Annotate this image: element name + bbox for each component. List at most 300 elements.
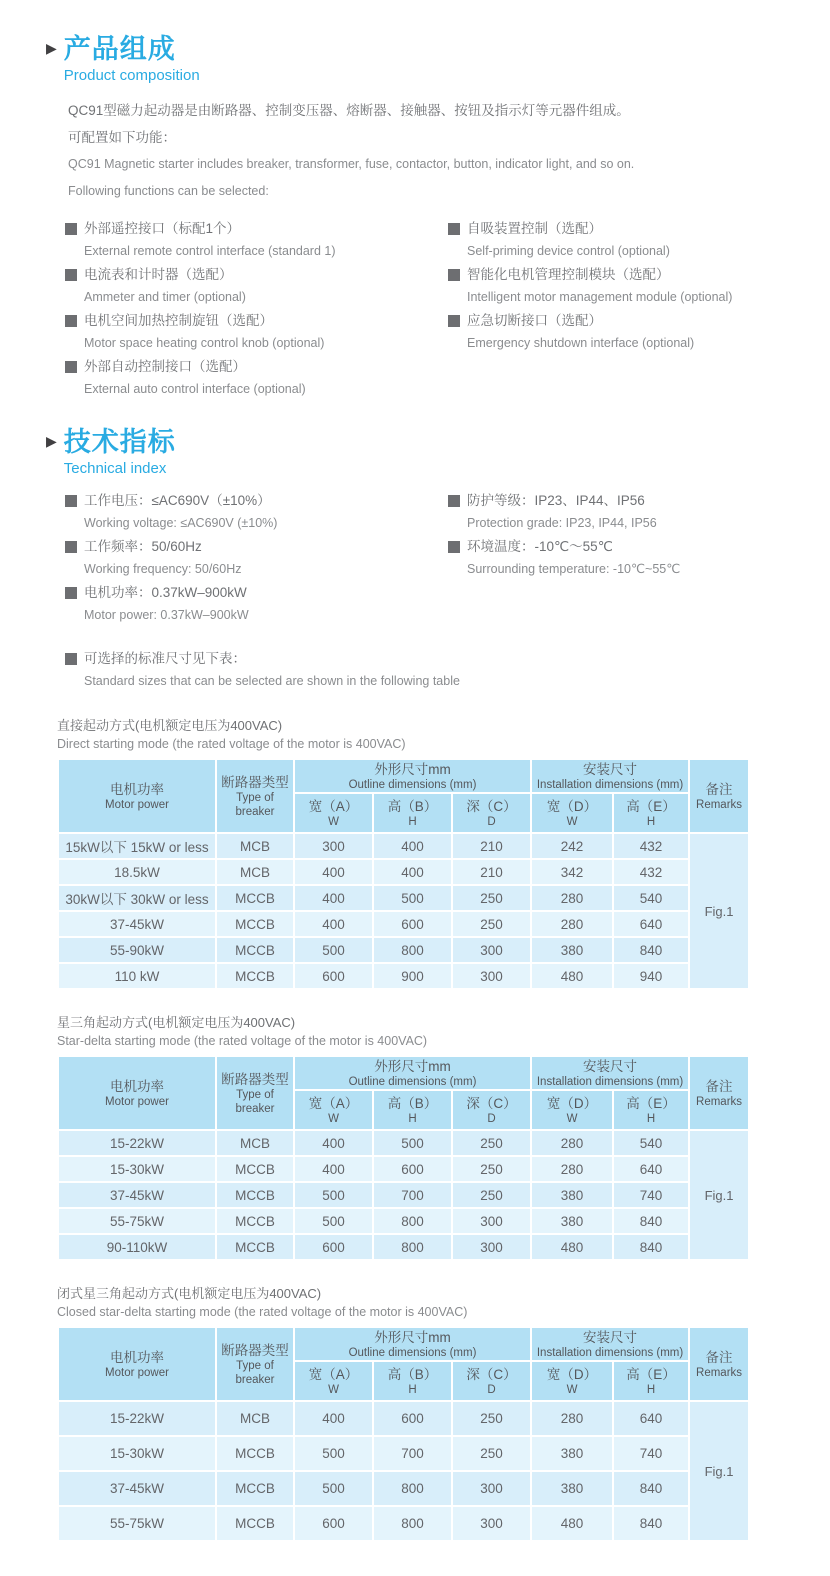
table-cell: 700 [373, 1436, 452, 1471]
bullet-square-icon [448, 315, 460, 327]
table-row [58, 1436, 749, 1471]
header-label-cn: 高（B） [387, 1095, 438, 1111]
table-cell: 15-22kW [58, 1130, 216, 1156]
list-item [65, 535, 448, 581]
table-cell: 37-45kW [58, 1471, 216, 1506]
table-cell: MCCB [216, 963, 294, 989]
list-item [448, 309, 788, 355]
spec-table [57, 1326, 750, 1542]
subcol-height-e [613, 1361, 689, 1401]
header-label-cn: 外形尺寸mm [374, 1329, 451, 1345]
header-row-groups [58, 1056, 749, 1090]
header-label-en: W [328, 815, 339, 828]
list-item-en: Working voltage: ≤AC690V (±10%) [84, 516, 278, 531]
header-label-en: Installation dimensions (mm) [536, 1346, 684, 1359]
table-cell: 432 [613, 833, 689, 859]
header-label-cn: 高（E） [626, 1366, 676, 1382]
list-item-cn-text: 环境温度：-10℃～55℃ [467, 539, 613, 555]
section-title-en: Product composition [63, 67, 200, 85]
table-cell: 380 [531, 1208, 613, 1234]
group-outline-dimensions [294, 1327, 531, 1361]
table-cell: 55-90kW [58, 937, 216, 963]
table-cell: 300 [452, 1506, 531, 1541]
table-cell: 300 [294, 833, 373, 859]
header-label-cn: 安装尺寸 [583, 1329, 638, 1345]
table-cell: 18.5kW [58, 859, 216, 885]
table-cell: MCCB [216, 1436, 294, 1471]
bullet-square-icon [65, 361, 77, 373]
list-item-cn [65, 217, 448, 240]
note-en: Standard sizes that can be selected are shown in the following table [84, 674, 460, 689]
header-label-en: Type of breaker [235, 1088, 275, 1115]
table-cell: 280 [531, 1401, 613, 1436]
spec-list-left [65, 489, 448, 627]
note-cn-text: 可选择的标准尺寸见下表： [84, 651, 246, 667]
table-title-cn: 直接起动方式(电机额定电压为400VAC) [57, 718, 283, 734]
col-motor-power [58, 759, 216, 833]
list-item-cn-text: 工作频率：50/60Hz [84, 539, 202, 555]
table-cell: 500 [294, 937, 373, 963]
list-item-cn [448, 217, 788, 240]
group-outline-dimensions [294, 1056, 531, 1090]
bullet-square-icon [448, 541, 460, 553]
header-label-cn: 备注 [705, 1349, 733, 1365]
subcol-height-b [373, 793, 452, 833]
header-label-cn: 电机功率 [110, 1078, 164, 1094]
table-cell: 400 [294, 1401, 373, 1436]
table-row [58, 1234, 749, 1260]
list-item-cn [448, 309, 788, 332]
list-item-cn [448, 263, 788, 286]
list-item-en: Emergency shutdown interface (optional) [467, 336, 695, 351]
spec-list-right [448, 489, 788, 627]
feature-list-left [65, 217, 448, 401]
subcol-width-d [531, 793, 613, 833]
table-cell: 540 [613, 1130, 689, 1156]
list-item-cn-text: 自吸装置控制（选配） [467, 221, 602, 237]
table-cell: 15kW以下 15kW or less [58, 833, 216, 859]
standard-sizes-note [65, 647, 830, 693]
table-cell: 400 [294, 885, 373, 911]
table-row [58, 833, 749, 859]
header-label-en: Motor power [105, 1095, 169, 1108]
list-item-cn-text: 应急切断接口（选配） [467, 313, 602, 329]
table-cell: MCCB [216, 1506, 294, 1541]
subcol-height-e [613, 793, 689, 833]
table-cell: 500 [294, 1208, 373, 1234]
header-label-cn: 高（B） [387, 1366, 438, 1382]
group-installation-dimensions [531, 759, 689, 793]
table-title-cn: 星三角起动方式(电机额定电压为400VAC) [57, 1015, 296, 1031]
table-cell: 480 [531, 1506, 613, 1541]
table-title-en: Closed star-delta starting mode (the rated voltage of the motor is 400VAC) [57, 1305, 468, 1320]
list-item-cn [65, 581, 448, 604]
table-row [58, 1182, 749, 1208]
table-cell: 242 [531, 833, 613, 859]
table-cell: 740 [613, 1182, 689, 1208]
table-cell: 840 [613, 1234, 689, 1260]
header-label-en: D [487, 1112, 496, 1125]
list-item [65, 489, 448, 535]
table-cell: 300 [452, 937, 531, 963]
table-cell: 400 [294, 1130, 373, 1156]
table-row [58, 1156, 749, 1182]
col-breaker-type [216, 1327, 294, 1401]
feature-list-right [448, 217, 788, 401]
table-cell: 500 [294, 1182, 373, 1208]
table-cell: 640 [613, 1156, 689, 1182]
table-row [58, 937, 749, 963]
header-label-cn: 宽（D） [546, 798, 598, 814]
list-item-en: Self-priming device control (optional) [467, 244, 670, 259]
col-remarks [689, 1056, 749, 1130]
header-label-en: Outline dimensions (mm) [348, 1075, 477, 1088]
header-label-en: W [328, 1112, 339, 1125]
header-label-en: W [566, 815, 578, 828]
subcol-width-a [294, 1361, 373, 1401]
section-marker-icon: ▶ [46, 433, 57, 450]
header-label-cn: 深（C） [466, 1095, 517, 1111]
col-remarks [689, 759, 749, 833]
table-cell: 280 [531, 885, 613, 911]
table-cell: 600 [373, 911, 452, 937]
table-cell: 342 [531, 859, 613, 885]
table-cell: MCCB [216, 1156, 294, 1182]
table-row [58, 1208, 749, 1234]
col-remarks [689, 1327, 749, 1401]
bullet-square-icon [65, 223, 77, 235]
header-label-en: H [408, 1383, 417, 1396]
section-marker-icon: ▶ [46, 40, 57, 56]
section-title-block [64, 34, 200, 84]
dimension-tables [0, 716, 830, 1542]
table-row [58, 1506, 749, 1541]
header-row-groups [58, 759, 749, 793]
table-cell: 15-22kW [58, 1401, 216, 1436]
list-item-en: Working frequency: 50/60Hz [84, 562, 242, 577]
header-label-cn: 宽（A） [308, 1095, 359, 1111]
table-cell: 55-75kW [58, 1208, 216, 1234]
table-cell: 210 [452, 859, 531, 885]
table-cell: 110 kW [58, 963, 216, 989]
spec-columns [0, 489, 830, 627]
list-item-en: External remote control interface (standard 1) [84, 244, 336, 259]
header-label-en: Motor power [105, 1366, 169, 1379]
table-row [58, 1471, 749, 1506]
table-cell: 600 [373, 1401, 452, 1436]
bullet-square-icon [448, 223, 460, 235]
header-label-en: H [646, 815, 656, 828]
list-item [65, 355, 448, 401]
table-cell: 800 [373, 1234, 452, 1260]
subcol-width-d [531, 1361, 613, 1401]
paragraph-en: QC91 Magnetic starter includes breaker, transformer, fuse, contactor, button, indicator light, and so on. [68, 157, 635, 172]
header-label-en: D [487, 815, 496, 828]
table-cell: 250 [452, 1436, 531, 1471]
table-cell: 840 [613, 1506, 689, 1541]
bullet-square-icon [65, 541, 77, 553]
list-item-en: Ammeter and timer (optional) [84, 290, 246, 305]
table-cell: MCB [216, 859, 294, 885]
table-cell: 540 [613, 885, 689, 911]
header-label-en: Installation dimensions (mm) [536, 778, 684, 791]
header-label-en: H [646, 1383, 656, 1396]
header-label-en: Outline dimensions (mm) [348, 1346, 477, 1359]
section-technical-index [0, 427, 830, 627]
bullet-square-icon [65, 269, 77, 281]
header-label-en: H [408, 815, 417, 828]
list-item [65, 581, 448, 627]
header-label-cn: 深（C） [466, 1366, 517, 1382]
table-cell: 380 [531, 937, 613, 963]
list-item [448, 263, 788, 309]
table-cell: 300 [452, 1208, 531, 1234]
table-row [58, 963, 749, 989]
header-label-cn: 宽（A） [308, 1366, 359, 1382]
feature-columns [0, 217, 830, 401]
list-item-cn-text: 电机空间加热控制旋钮（选配） [84, 313, 273, 329]
header-label-en: H [646, 1112, 656, 1125]
table-cell: 30kW以下 30kW or less [58, 885, 216, 911]
table-cell: 500 [294, 1471, 373, 1506]
bullet-square-icon [65, 653, 77, 665]
header-label-cn: 断路器类型 [221, 774, 289, 790]
section-title-cn: 技术指标 [63, 427, 176, 458]
subcol-width-a [294, 1090, 373, 1130]
table-cell: 400 [294, 911, 373, 937]
remark-cell: Fig.1 [689, 833, 749, 989]
table-cell: MCCB [216, 937, 294, 963]
table-block [57, 1013, 748, 1261]
table-cell: MCCB [216, 1471, 294, 1506]
subcol-width-d [531, 1090, 613, 1130]
group-outline-dimensions [294, 759, 531, 793]
table-cell: 432 [613, 859, 689, 885]
table-cell: MCB [216, 833, 294, 859]
table-cell: 640 [613, 911, 689, 937]
header-label-en: D [487, 1383, 496, 1396]
list-item [448, 489, 788, 535]
table-cell: 250 [452, 1130, 531, 1156]
header-label-cn: 断路器类型 [221, 1071, 289, 1087]
header-label-en: Remarks [696, 798, 743, 811]
header-label-cn: 高（E） [626, 798, 676, 814]
list-item-en: Protection grade: IP23, IP44, IP56 [467, 516, 657, 531]
table-cell: 37-45kW [58, 1182, 216, 1208]
header-label-cn: 备注 [705, 1078, 733, 1094]
col-breaker-type [216, 1056, 294, 1130]
list-item-cn-text: 智能化电机管理控制模块（选配） [467, 267, 670, 283]
table-cell: 90-110kW [58, 1234, 216, 1260]
table-cell: 380 [531, 1182, 613, 1208]
list-item-en: Surrounding temperature: -10℃~55℃ [467, 562, 681, 577]
table-cell: 480 [531, 963, 613, 989]
remark-cell: Fig.1 [689, 1401, 749, 1541]
header-label-cn: 安装尺寸 [583, 761, 638, 777]
list-item-cn-text: 电流表和计时器（选配） [84, 267, 233, 283]
table-cell: 940 [613, 963, 689, 989]
table-cell: 400 [373, 859, 452, 885]
header-label-cn: 外形尺寸mm [374, 761, 451, 777]
table-title-en: Direct starting mode (the rated voltage of the motor is 400VAC) [57, 737, 406, 752]
table-cell: 500 [373, 885, 452, 911]
header-label-en: W [328, 1383, 339, 1396]
header-label-cn: 备注 [705, 781, 733, 797]
header-label-en: Type of breaker [235, 1359, 275, 1386]
header-label-en: W [566, 1383, 578, 1396]
list-item-cn [65, 309, 448, 332]
subcol-depth-c [452, 793, 531, 833]
table-row [58, 1401, 749, 1436]
table-cell: MCCB [216, 1208, 294, 1234]
table-cell: 250 [452, 911, 531, 937]
table-cell: 800 [373, 1208, 452, 1234]
table-cell: 280 [531, 1130, 613, 1156]
paragraph-cn: 可配置如下功能： [68, 130, 176, 146]
table-cell: 55-75kW [58, 1506, 216, 1541]
table-cell: 600 [373, 1156, 452, 1182]
table-cell: 400 [294, 1156, 373, 1182]
list-item-en: External auto control interface (optional) [84, 382, 306, 397]
table-cell: 800 [373, 937, 452, 963]
subcol-height-b [373, 1090, 452, 1130]
subcol-height-b [373, 1361, 452, 1401]
table-cell: 300 [452, 1471, 531, 1506]
header-label-en: Remarks [696, 1095, 743, 1108]
header-label-cn: 高（E） [626, 1095, 676, 1111]
list-item-cn [65, 489, 448, 512]
header-label-cn: 断路器类型 [221, 1342, 289, 1358]
section-title-en: Technical index [63, 460, 167, 478]
list-item-cn [65, 355, 448, 378]
table-cell: 840 [613, 1208, 689, 1234]
section-header [46, 34, 830, 84]
list-item [448, 217, 788, 263]
table-cell: 640 [613, 1401, 689, 1436]
table-cell: MCCB [216, 1234, 294, 1260]
list-item-cn-text: 工作电压：≤AC690V（±10%） [84, 493, 271, 509]
bullet-square-icon [65, 315, 77, 327]
group-installation-dimensions [531, 1327, 689, 1361]
table-title-en: Star-delta starting mode (the rated voltage of the motor is 400VAC) [57, 1034, 428, 1049]
table-cell: 250 [452, 1156, 531, 1182]
table-cell: 600 [294, 1234, 373, 1260]
header-label-cn: 电机功率 [110, 1349, 164, 1365]
table-cell: 400 [373, 833, 452, 859]
header-row-groups [58, 1327, 749, 1361]
table-cell: 250 [452, 1182, 531, 1208]
table-cell: 480 [531, 1234, 613, 1260]
header-label-en: Outline dimensions (mm) [348, 778, 477, 791]
list-item-cn-text: 电机功率：0.37kW–900kW [84, 585, 247, 601]
header-label-cn: 宽（A） [308, 798, 359, 814]
section-title-cn: 产品组成 [63, 34, 176, 64]
table-cell: 300 [452, 963, 531, 989]
header-label-cn: 电机功率 [110, 781, 164, 797]
header-label-cn: 外形尺寸mm [374, 1058, 451, 1074]
header-label-en: W [566, 1112, 578, 1125]
col-motor-power [58, 1327, 216, 1401]
table-title-cn: 闭式星三角起动方式(电机额定电压为400VAC) [57, 1286, 322, 1302]
table-cell: MCCB [216, 885, 294, 911]
table-cell: 37-45kW [58, 911, 216, 937]
table-cell: 900 [373, 963, 452, 989]
section-header [46, 427, 830, 477]
spec-table [57, 758, 750, 990]
list-item-en: Motor power: 0.37kW–900kW [84, 608, 249, 623]
subcol-depth-c [452, 1361, 531, 1401]
table-cell: 840 [613, 1471, 689, 1506]
list-item-cn-text: 防护等级：IP23、IP44、IP56 [467, 493, 645, 509]
table-cell: 250 [452, 885, 531, 911]
section-product-composition [0, 34, 830, 401]
header-label-cn: 高（B） [387, 798, 438, 814]
list-item-cn-text: 外部自动控制接口（选配） [84, 359, 246, 375]
list-item-cn [65, 535, 448, 558]
group-installation-dimensions [531, 1056, 689, 1090]
table-cell: 380 [531, 1471, 613, 1506]
header-label-en: H [408, 1112, 417, 1125]
subcol-height-e [613, 1090, 689, 1130]
table-cell: 500 [373, 1130, 452, 1156]
list-item-cn [448, 535, 788, 558]
table-cell: 250 [452, 1401, 531, 1436]
table-cell: MCCB [216, 911, 294, 937]
header-label-cn: 安装尺寸 [583, 1058, 638, 1074]
paragraph-cn: QC91型磁力起动器是由断路器、控制变压器、熔断器、接触器、按钮及指示灯等元器件组成。 [68, 103, 630, 119]
list-item-en: Intelligent motor management module (optional) [467, 290, 733, 305]
note-cn [65, 647, 830, 670]
table-cell: 400 [294, 859, 373, 885]
paragraph-en: Following functions can be selected: [68, 184, 269, 199]
table-row [58, 911, 749, 937]
remark-cell: Fig.1 [689, 1130, 749, 1260]
table-cell: 300 [452, 1234, 531, 1260]
table-cell: MCB [216, 1130, 294, 1156]
table-cell: 740 [613, 1436, 689, 1471]
table-cell: 800 [373, 1506, 452, 1541]
list-item-cn-text: 外部遥控接口（标配1个） [84, 221, 241, 237]
table-cell: 600 [294, 963, 373, 989]
table-cell: MCB [216, 1401, 294, 1436]
table-cell: 380 [531, 1436, 613, 1471]
bullet-square-icon [65, 495, 77, 507]
bullet-square-icon [448, 495, 460, 507]
table-cell: 15-30kW [58, 1156, 216, 1182]
table-cell: 280 [531, 911, 613, 937]
list-item [65, 217, 448, 263]
list-item-cn [65, 263, 448, 286]
subcol-depth-c [452, 1090, 531, 1130]
table-cell: 800 [373, 1471, 452, 1506]
subcol-width-a [294, 793, 373, 833]
table-cell: 840 [613, 937, 689, 963]
section-title-block [64, 427, 176, 477]
list-item [448, 535, 788, 581]
table-block [57, 716, 748, 990]
table-cell: 15-30kW [58, 1436, 216, 1471]
spec-table [57, 1055, 750, 1261]
header-label-en: Type of breaker [235, 791, 275, 818]
header-label-en: Installation dimensions (mm) [536, 1075, 684, 1088]
header-label-en: Remarks [696, 1366, 743, 1379]
header-label-cn: 深（C） [466, 798, 517, 814]
table-block [57, 1284, 748, 1542]
list-item-cn [448, 489, 788, 512]
header-label-cn: 宽（D） [546, 1366, 598, 1382]
table-row [58, 885, 749, 911]
table-cell: 600 [294, 1506, 373, 1541]
